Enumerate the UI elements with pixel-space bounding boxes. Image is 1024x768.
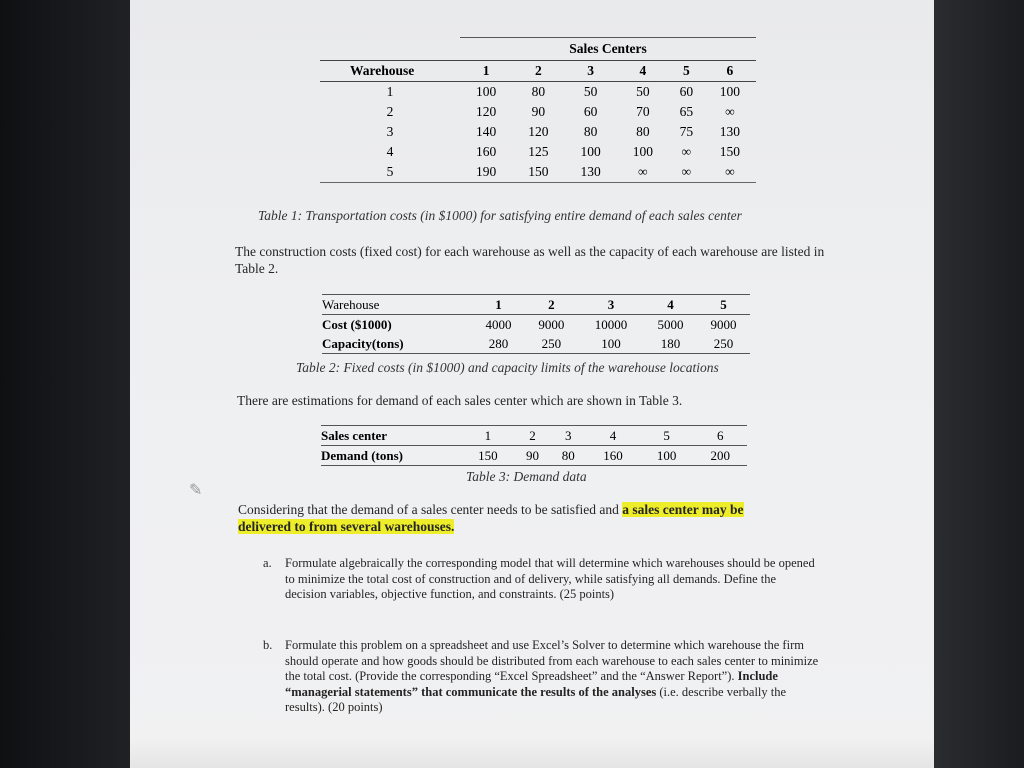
cell: 130 <box>564 162 616 183</box>
cell: 150 <box>461 446 515 466</box>
table-row <box>320 142 756 162</box>
transportation-cost-table <box>320 37 756 183</box>
cell: 250 <box>697 334 750 354</box>
question-label: a. <box>263 556 272 570</box>
background-left <box>0 0 130 768</box>
col-header: 5 <box>640 426 694 446</box>
table-header-row <box>321 426 747 446</box>
col-header: 1 <box>472 295 525 315</box>
cell: 100 <box>578 334 644 354</box>
cell: 60 <box>679 84 694 99</box>
cell: 120 <box>528 124 549 139</box>
cell: 200 <box>693 446 747 466</box>
cell: 50 <box>636 84 650 99</box>
capacity-row-label: Capacity(tons) <box>322 334 472 354</box>
cell: 100 <box>580 144 601 159</box>
table-row <box>320 82 756 103</box>
col-header: 1 <box>461 426 515 446</box>
cost-row-label: Cost ($1000) <box>322 316 392 332</box>
highlighted-text: a sales center may be <box>622 502 744 517</box>
cell: ∞ <box>725 104 735 119</box>
cell: 9000 <box>710 316 737 332</box>
cell: ∞ <box>704 162 756 183</box>
cell: 160 <box>475 144 497 159</box>
sales-center-row-label: Sales center <box>321 426 461 446</box>
cell: 250 <box>525 334 578 354</box>
cell: 80 <box>531 84 546 99</box>
construction-costs-paragraph: The construction costs (fixed cost) for each warehouse as well as the capacity of each warehouse are listed in Table 2. <box>235 244 825 276</box>
cell: 160 <box>586 446 640 466</box>
cell: 4000 <box>485 316 512 332</box>
col-header: 6 <box>704 61 756 82</box>
highlighted-text: delivered to from several warehouses. <box>238 519 455 534</box>
cell: 90 <box>531 104 546 119</box>
table2-caption: Table 2: Fixed costs (in $1000) and capacity limits of the warehouse locations <box>296 360 719 375</box>
cell: 100 <box>640 446 694 466</box>
col-header: 2 <box>515 426 551 446</box>
question-label: b. <box>263 638 273 652</box>
sales-centers-header: Sales Centers <box>460 38 756 61</box>
condition-text: Considering that the demand of a sales center needs to be satisfied and <box>238 502 623 517</box>
warehouse-id: 4 <box>386 144 394 159</box>
cell: 140 <box>475 124 497 139</box>
cell: 280 <box>472 334 525 354</box>
cell: 100 <box>475 84 497 99</box>
cell: 120 <box>475 104 497 119</box>
cell: 125 <box>528 144 549 159</box>
cell: 10000 <box>594 316 628 332</box>
cell: 190 <box>460 162 512 183</box>
table-row <box>321 446 747 466</box>
table-row <box>322 315 750 335</box>
col-header: 5 <box>669 61 704 82</box>
cell: 150 <box>512 162 564 183</box>
background-right <box>934 0 1024 768</box>
cell: 70 <box>636 104 650 119</box>
question-text: Formulate this problem on a spreadsheet and use Excel’s Solver to determine which warehouse the firm should operate and how goods should be distributed from each warehouse to each sales center to minimize the total cost. (Provide the corresponding “Excel Spreadsheet” and the “Answer Report”). Include “managerial statements” that communicate the results of the analyses (i.e. describe verbally the results). (20 points) <box>285 638 819 714</box>
warehouse-id: 2 <box>386 104 394 119</box>
table-row <box>320 122 756 142</box>
col-header: 6 <box>693 426 747 446</box>
cell: 100 <box>719 84 740 99</box>
demand-estimation-paragraph: There are estimations for demand of each sales center which are shown in Table 3. <box>237 393 683 408</box>
warehouse-row-label: Warehouse <box>322 295 472 315</box>
demand-row-label: Demand (tons) <box>321 446 461 466</box>
col-header: 4 <box>617 61 669 82</box>
warehouse-id: 1 <box>386 84 394 99</box>
col-header: 1 <box>460 61 512 82</box>
cell: 100 <box>632 144 653 159</box>
table-row <box>320 102 756 122</box>
warehouse-id: 5 <box>320 162 460 183</box>
cell: 75 <box>679 124 694 139</box>
managerial-statements-emphasis: Include “managerial statements” that communicate the results of the analyses <box>285 669 778 699</box>
cell: ∞ <box>617 162 669 183</box>
question-b <box>263 638 820 716</box>
warehouse-col-header: Warehouse <box>320 61 460 82</box>
demand-condition-paragraph <box>238 501 828 535</box>
cell: 65 <box>679 104 694 119</box>
col-header: 3 <box>564 61 616 82</box>
table-row <box>320 162 756 183</box>
cell: 80 <box>583 124 598 139</box>
col-header: 2 <box>525 295 578 315</box>
table-row <box>322 334 750 354</box>
cell: 80 <box>636 124 650 139</box>
paper-shadow <box>130 738 934 768</box>
warehouse-id: 3 <box>386 124 394 139</box>
fixed-cost-table <box>322 294 750 354</box>
question-list <box>263 638 820 716</box>
cell: 5000 <box>657 316 684 332</box>
demand-table <box>321 425 747 466</box>
col-header: 2 <box>512 61 564 82</box>
cell: 60 <box>583 104 598 119</box>
cell: 80 <box>550 446 586 466</box>
col-header: 3 <box>578 295 644 315</box>
cell: 9000 <box>538 316 565 332</box>
table3-caption: Table 3: Demand data <box>466 469 587 484</box>
col-header: 3 <box>550 426 586 446</box>
question-a <box>263 556 820 603</box>
pen-cursor-icon: ✎ <box>189 482 203 499</box>
col-header: 4 <box>644 295 697 315</box>
cell: 130 <box>719 124 740 139</box>
table-header-row <box>322 295 750 315</box>
question-list <box>263 556 820 603</box>
table1-caption: Table 1: Transportation costs (in $1000) for satisfying entire demand of each sales center <box>258 208 742 223</box>
cell: 150 <box>719 144 740 159</box>
cell: 90 <box>515 446 551 466</box>
cell: ∞ <box>669 162 704 183</box>
question-text: Formulate algebraically the corresponding model that will determine which warehouses should be opened to minimize the total cost of construction and of delivery, while satisfying all demands. Define the decision variables, objective function, and constraints. (25 points) <box>285 556 815 601</box>
col-header: 4 <box>586 426 640 446</box>
cell: 180 <box>644 334 697 354</box>
cell: 50 <box>583 84 598 99</box>
col-header: 5 <box>697 295 750 315</box>
cell: ∞ <box>681 144 692 159</box>
